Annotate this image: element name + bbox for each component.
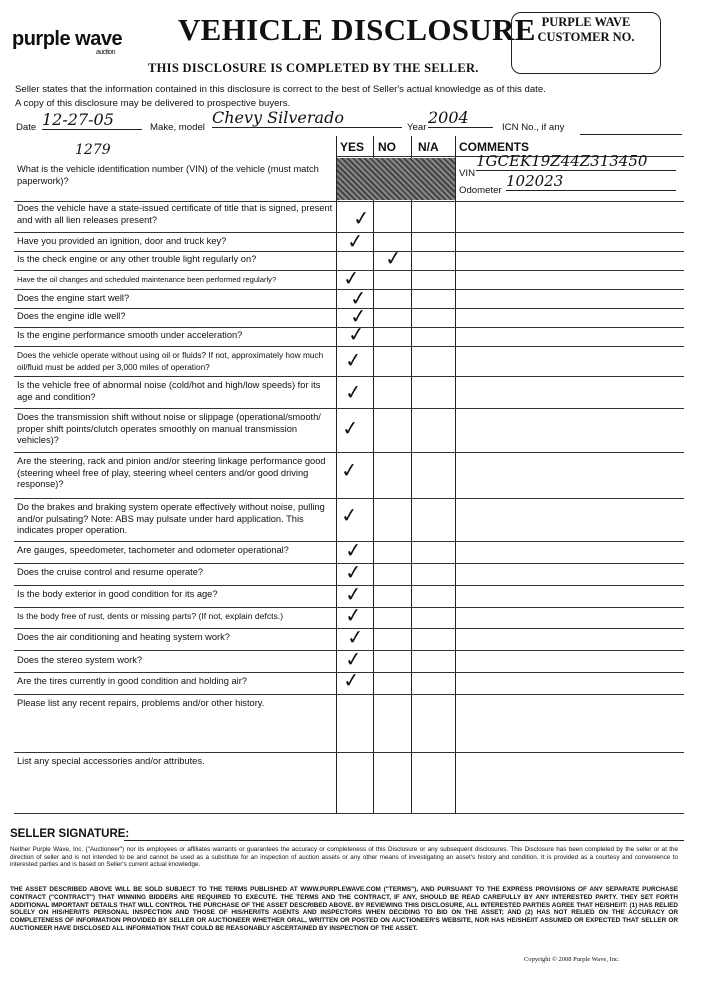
question-tires: Are the tires currently in good condition and holding air? <box>17 676 247 686</box>
disclaimer-text: Neither Purple Wave, Inc. ("Auctioneer") nor its employees or affiliates warrants or guarantees the accuracy or completeness of this Disclosure or any subsequent disclosures. This Disclosure has been completed by the seller or at the direction of seller and is not intended to be and cannot be used as a substitute for an inspection of auction assets or any other means of investigating an asset's history and condition. It is provided as a courtesy and convenience to interested parties and is based on Seller's current actual knowledge. <box>10 846 678 869</box>
make-model-field[interactable]: Chevy Silverado <box>212 108 402 128</box>
customer-number-box[interactable] <box>511 12 661 74</box>
question-cruise-control: Does the cruise control and resume operate? <box>17 567 204 577</box>
vin-field[interactable]: 1GCEK19Z44Z313450 <box>476 152 676 171</box>
check-mark-oil-changes-yes[interactable]: ✓ <box>341 265 361 291</box>
check-mark-cruise-control-yes[interactable]: ✓ <box>343 559 363 585</box>
odometer-field[interactable]: 102023 <box>506 172 676 191</box>
check-mark-engine-idle-yes[interactable]: ✓ <box>348 303 368 329</box>
na-column-header: N/A <box>418 140 439 154</box>
year-label: Year <box>407 122 427 133</box>
check-mark-air-conditioning-yes[interactable]: ✓ <box>345 624 365 650</box>
check-mark-body-exterior-yes[interactable]: ✓ <box>343 581 363 607</box>
comments-column-header: COMMENTS <box>459 140 529 154</box>
purple-wave-logo <box>12 28 123 56</box>
question-oil-fluids: Does the vehicle operate without using oil or fluids? If not, approximately how much oil/fluid must be added per 3,000 miles of operation? <box>17 350 324 372</box>
yes-column-header: YES <box>340 140 365 154</box>
question-keys: Have you provided an ignition, door and truck key? <box>17 236 227 246</box>
row-rule <box>14 408 684 409</box>
icn-underline <box>580 134 682 135</box>
question-engine-performance: Is the engine performance smooth under acceleration? <box>17 330 243 340</box>
na-column-divider <box>411 136 412 814</box>
check-mark-engine-start-yes[interactable]: ✓ <box>348 285 368 311</box>
check-mark-transmission-yes[interactable]: ✓ <box>340 415 360 441</box>
question-brakes: Do the brakes and braking system operate effectively without noise, pulling and/or pulsating? Note: ABS may pulsate under hard application. This indicates proper operation. <box>17 502 325 535</box>
check-mark-brakes-yes[interactable]: ✓ <box>339 502 359 528</box>
row-rule <box>14 498 684 499</box>
check-mark-tires-yes[interactable]: ✓ <box>341 667 361 693</box>
page-title: VEHICLE DISCLOSURE <box>178 12 536 47</box>
customer-box-line-2: CUSTOMER NO. <box>537 30 635 44</box>
row-rule <box>14 452 684 453</box>
question-title: Does the vehicle have a state-issued certificate of title that is signed, present and with all lien releases present? <box>17 203 333 225</box>
row-rule <box>14 376 684 377</box>
year-field[interactable]: 2004 <box>428 108 493 128</box>
question-engine-start: Does the engine start well? <box>17 293 130 303</box>
question-body-exterior: Is the body exterior in good condition for its age? <box>17 589 218 599</box>
check-mark-keys-yes[interactable]: ✓ <box>345 228 365 254</box>
question-engine-idle: Does the engine idle well? <box>17 311 126 321</box>
check-mark-gauges-yes[interactable]: ✓ <box>343 537 363 563</box>
check-mark-noise-yes[interactable]: ✓ <box>343 379 363 405</box>
seller-statement: Seller states that the information contained in this disclosure is correct to the best of Seller's actual knowledge as of this date. <box>15 84 546 95</box>
make-model-label: Make, model <box>150 122 205 133</box>
copy-statement: A copy of this disclosure may be delivered to prospective buyers. <box>15 98 291 109</box>
question-steering: Are the steering, rack and pinion and/or steering linkage performance good (steering wheel free of play, steering wheel centers and/or good driving response)? <box>17 456 326 489</box>
question-stereo: Does the stereo system work? <box>17 655 143 665</box>
check-mark-body-rust-yes[interactable]: ✓ <box>343 602 363 628</box>
question-transmission: Does the transmission shift without noise or slippage (operational/smooth/ proper shift points/clutch operates smoothly on manual transmission vehicles)? <box>17 412 321 445</box>
row-rule <box>14 201 684 202</box>
question-accessories: List any special accessories and/or attributes. <box>17 756 205 766</box>
check-mark-stereo-yes[interactable]: ✓ <box>343 646 363 672</box>
row-rule <box>14 752 684 753</box>
icn-field[interactable]: 1279 <box>75 142 111 158</box>
no-column-divider <box>373 136 374 814</box>
seller-signature-label: SELLER SIGNATURE: <box>10 828 130 840</box>
check-mark-check-engine-no[interactable]: ✓ <box>383 245 403 271</box>
question-vin: What is the vehicle identification number (VIN) of the vehicle (must match paperwork)? <box>17 164 319 186</box>
question-oil-changes: Have the oil changes and scheduled maintenance been performed regularly? <box>17 275 277 284</box>
yes-column-divider <box>336 136 337 814</box>
date-label: Date <box>16 122 37 133</box>
row-rule <box>14 813 684 814</box>
check-mark-title-yes[interactable]: ✓ <box>351 205 371 231</box>
question-gauges: Are gauges, speedometer, tachometer and odometer operational? <box>17 545 289 555</box>
copyright-text: Copyright © 2008 Purple Wave, Inc. <box>524 956 620 963</box>
question-recent-repairs: Please list any recent repairs, problems and/or other history. <box>17 698 265 708</box>
question-check-engine: Is the check engine or any other trouble light regularly on? <box>17 254 257 264</box>
no-column-header: NO <box>378 140 396 154</box>
terms-text: THE ASSET DESCRIBED ABOVE WILL BE SOLD SUBJECT TO THE TERMS PUBLISHED AT WWW.PURPLEWAVE.COM ("TERMS"), AND PURSUANT TO THE EXPRESS PROVISIONS OF ANY SEPARATE PURCHASE CONTRACT ("CONTRACT") THAT WINNING BIDDERS ARE REQUIRED TO EXECUTE. THE TERMS AND THE CONTRACT, IF ANY, SHOULD BE READ CAREFULLY BY ANY INTERESTED PARTY. THEY SET FORTH ADDITIONAL IMPORTANT DETAILS THAT WILL CONTROL THE PURCHASE OF THE ASSET DESCRIBED ABOVE. BY REVIEWING THIS DISCLOSURE, ALL INTERESTED PARTIES AGREE THAT HE/SHE/IT: (1) HAS RELIED SOLELY ON HIS/HER/ITS PERSONAL INSPECTION AND THOSE OF HIS/HER/ITS AGENTS AND INSPECTORS WHEN DECIDING TO BID ON THE ASSET; AND (2) HAS NOT RELIED ON THE ACCURACY OR COMPLETENESS OF INFORMATION PROVIDED BY SELLER OR AUCTIONEER WHETHER ORAL, WRITTEN OR POSTED ON AUCTIONEER'S WEBSITE, NOR HAS HE/SHE/IT ASSUMED OR EXPECTED THAT SELLER OR AUCTIONEER HAVE DISCLOSED ALL INFORMATION THAT COULD BE REASONABLY ASCERTAINED BY INSPECTION OF THE ASSET. <box>10 886 678 932</box>
question-noise: Is the vehicle free of abnormal noise (cold/hot and high/low speeds) for its age and condition? <box>17 380 321 402</box>
question-air-conditioning: Does the air conditioning and heating system work? <box>17 632 230 642</box>
date-field[interactable]: 12-27-05 <box>42 110 142 130</box>
check-mark-steering-yes[interactable]: ✓ <box>339 457 359 483</box>
seller-signature-line[interactable] <box>124 840 684 841</box>
odometer-label: Odometer <box>459 185 502 196</box>
check-mark-engine-performance-yes[interactable]: ✓ <box>346 321 366 347</box>
vin-shaded-cells <box>337 158 455 200</box>
logo-text: purple wave <box>12 28 123 50</box>
question-body-rust: Is the body free of rust, dents or missing parts? (If not, explain defcts.) <box>17 611 284 621</box>
page-subtitle: THIS DISCLOSURE IS COMPLETED BY THE SELLER. <box>148 61 479 75</box>
check-mark-oil-fluids-yes[interactable]: ✓ <box>343 347 363 373</box>
logo-subtext: auction <box>96 49 116 56</box>
vin-label: VIN <box>459 168 475 179</box>
row-rule <box>14 694 684 695</box>
icn-label: ICN No., if any <box>502 122 565 133</box>
comments-column-divider <box>455 136 456 814</box>
customer-box-line-1: PURPLE WAVE <box>541 15 631 29</box>
